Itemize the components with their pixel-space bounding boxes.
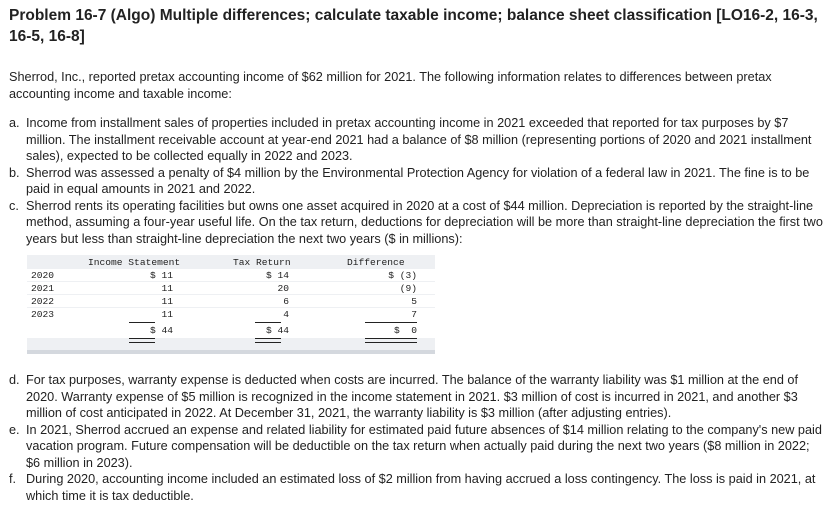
intro-paragraph: Sherrod, Inc., reported pretax accounting income of $62 million for 2021. The following information relates to differences between pretax accounting income and taxable income: (9, 70, 772, 101)
item-text: During 2020, accounting income included an estimated loss of $2 million from having accrued a loss contingency. The loss is paid in 2021, at which time it is tax deductible. (26, 472, 816, 503)
item-text: Sherrod was assessed a penalty of $4 million by the Environmental Protection Agency for violation of a federal law in 2021. The fine is to be paid in equal amounts in 2021 and 2022. (26, 165, 810, 196)
row-year: 2021 (31, 283, 55, 294)
item-text: Income from installment sales of properties included in pretax accounting income in 2021 exceeded that reported for tax purposes by $7 million. The installment receivable account at year-end 2021 had a balance of $8 million (representing portions of 2020 and 2021 installment sales), expected to be collected equally in 2022 and 2023. (26, 116, 812, 163)
total-double-rule (129, 338, 155, 343)
list-item (9, 198, 824, 248)
subtotal-rule (365, 322, 417, 323)
cell-difference: 7 (411, 309, 417, 320)
cell-income-statement: $ 11 (149, 270, 173, 281)
item-marker: c. (9, 198, 19, 213)
cell-income-statement: 11 (161, 309, 173, 320)
list-item (9, 422, 824, 472)
list-item (9, 471, 824, 504)
header-tax-return: Tax Return (233, 257, 291, 268)
item-list-a-c (9, 115, 824, 247)
item-marker: a. (9, 116, 20, 130)
cell-difference: $ (3) (388, 270, 417, 281)
cell-difference: (9) (399, 283, 417, 294)
table-body (27, 255, 435, 350)
list-item (9, 115, 824, 165)
cell-tax-return: 6 (283, 296, 289, 307)
item-text: Sherrod rents its operating facilities but owns one asset acquired in 2020 at a cost of $44 million. Depreciation is reported by the straight-line method, assuming a four-year useful life. On the tax return, deductions for depreciation will be more than straight-line depreciation the first two years but less than straight-line depreciation the next two years ($ in millions): (26, 198, 823, 246)
depreciation-table (27, 255, 435, 351)
item-text: For tax purposes, warranty expense is deducted when costs are incurred. The balance of the warranty liability was $1 million at the end of 2020. Warranty expense of $5 million is recognized in the income statement in 2021. $3 million of cost is incurred in 2021, and another $3 million of cost anticipated in 2022. At December 31, 2021, the warranty liability is $3 million (after adjusting entries). (26, 373, 798, 420)
cell-tax-return: 4 (283, 309, 289, 320)
total-double-rule (255, 338, 281, 343)
cell-difference: 5 (411, 296, 417, 307)
item-text: In 2021, Sherrod accrued an expense and related liability for estimated paid future absences of $14 million relating to the company's new paid vacation program. Future compensation will be deductible on the tax return when actually paid during the next two years ($8 million in 2022; $6 million in 2023). (26, 422, 822, 470)
row-year: 2022 (31, 296, 55, 307)
header-difference: Difference (347, 257, 405, 268)
problem-title: Problem 16-7 (Algo) Multiple differences; calculate taxable income; balance sheet classification [LO16-2, 16-3, 16-5, 16-8] (9, 7, 818, 45)
header-income-statement: Income Statement (88, 257, 181, 268)
subtotal-rule (255, 322, 281, 323)
row-year: 2023 (31, 309, 55, 320)
item-marker: b. (9, 165, 20, 180)
total-tax-return: $ 44 (265, 325, 289, 336)
total-difference: $ 0 (393, 325, 417, 336)
total-double-rule (365, 338, 417, 343)
item-list-d-f (9, 372, 824, 504)
cell-income-statement: 11 (161, 296, 173, 307)
item-marker: f. (9, 472, 17, 486)
cell-income-statement: 11 (161, 283, 173, 294)
cell-tax-return: $ 14 (265, 270, 289, 281)
subtotal-rule (129, 322, 155, 323)
list-item (9, 165, 824, 198)
row-year: 2020 (31, 270, 55, 281)
list-item (9, 372, 824, 422)
cell-tax-return: 20 (277, 283, 289, 294)
total-income-statement: $ 44 (149, 325, 173, 336)
item-marker: e. (9, 422, 20, 437)
item-marker: d. (9, 373, 20, 387)
